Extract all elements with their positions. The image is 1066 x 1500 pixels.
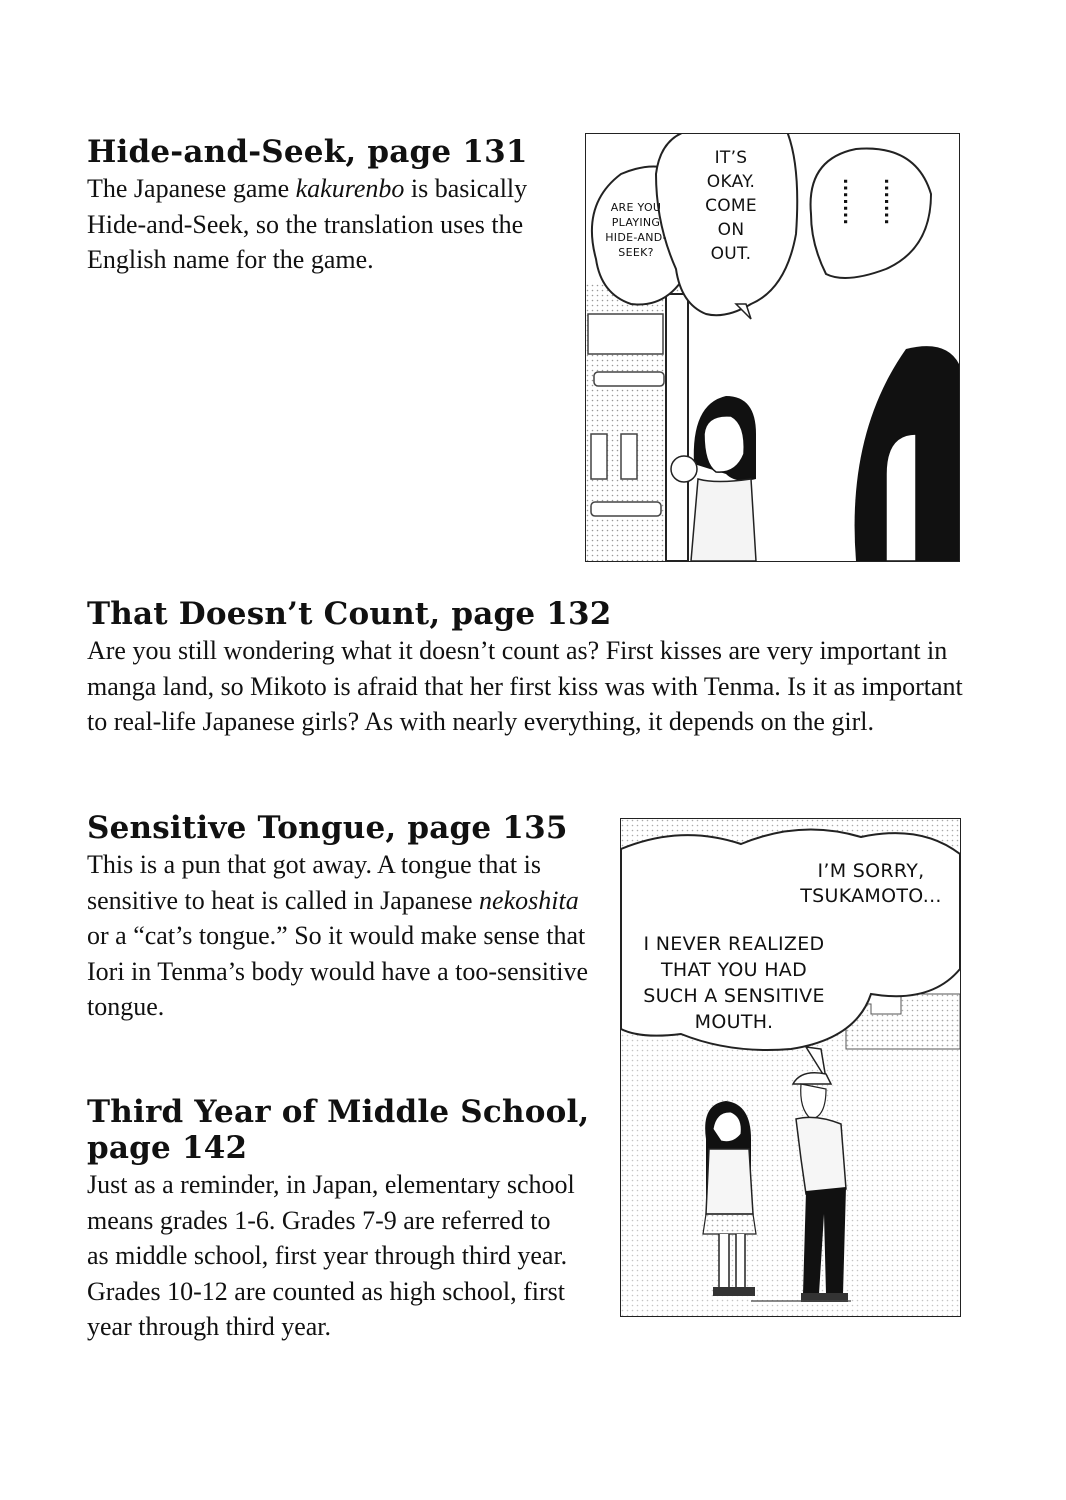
note-text: is basically Hide-and-Seek, so the translation uses the English name for the game. <box>87 174 528 275</box>
bubble-line: I NEVER REALIZED <box>643 933 825 955</box>
shelf-item <box>621 434 637 479</box>
figure-ear <box>886 434 916 561</box>
bubble-realized-text <box>629 931 839 1035</box>
note-italic-term: nekoshita <box>479 885 579 915</box>
shelf-item <box>591 434 607 479</box>
bubble-line: I’M SORRY, <box>817 860 925 882</box>
note-body-sensitive-tongue <box>87 847 597 1025</box>
girl-skirt <box>703 1214 756 1234</box>
bubble-line: ON <box>717 220 745 240</box>
bubble-line: TSUKAMOTO... <box>800 885 942 907</box>
note-title-sensitive-tongue: Sensitive Tongue, page 135 <box>87 810 568 846</box>
note-title-line: Third Year of Middle School, <box>87 1094 590 1130</box>
shelf-boxes <box>588 314 663 354</box>
bubble-line: SUCH A SENSITIVE <box>643 985 825 1007</box>
note-title-hide-and-seek: Hide-and-Seek, page 131 <box>87 134 528 170</box>
bubble-dots-col: ....... <box>838 178 859 226</box>
note-italic-term: kakurenbo <box>295 174 405 203</box>
bubble-line: IT’S <box>714 148 748 168</box>
bubble-line: THAT YOU HAD <box>660 959 808 981</box>
note-title-third-year <box>87 1094 589 1166</box>
note-text: This is a pun that got away. A tongue that is sensitive to heat is called in Japanese <box>87 850 541 915</box>
bubble-dots-col: ....... <box>880 178 901 226</box>
girl-hand <box>671 456 697 482</box>
note-body-hide-and-seek <box>87 171 532 278</box>
bubble-line: HIDE-AND- <box>605 231 667 244</box>
note-title-line: page 142 <box>87 1130 248 1166</box>
girl-body <box>706 1149 753 1214</box>
manga-panel-hide-and-seek <box>585 133 960 562</box>
bubble-line: OUT. <box>710 244 752 264</box>
note-title-that-doesnt-count: That Doesn’t Count, page 132 <box>87 596 612 632</box>
bubble-line: SEEK? <box>618 246 654 259</box>
note-text: or a “cat’s tongue.” So it would make sense that Iori in Tenma’s body would have a too-sensitive tongue. <box>87 921 588 1022</box>
bubble-main-text <box>691 146 771 266</box>
bubble-line: COME <box>705 196 757 216</box>
bubble-line: OKAY. <box>706 172 756 192</box>
bubble-line: PLAYING <box>611 216 661 229</box>
door-frame <box>666 294 688 561</box>
bubble-line: MOUTH. <box>694 1011 774 1033</box>
street-tone <box>621 1019 960 1316</box>
girl-shoe <box>713 1287 735 1296</box>
shelf-item <box>594 372 664 386</box>
girl-shoe <box>733 1287 755 1296</box>
note-body-third-year: Just as a reminder, in Japan, elementary school means grades 1-6. Grades 7-9 are referred to as middle school, first year through third year. Grades 10-12 are counted as high school, first year through third year. <box>87 1170 575 1342</box>
bubble-sorry-text <box>786 859 956 909</box>
note-body-that-doesnt-count: Are you still wondering what it doesn’t count as? First kisses are very important in manga land, so Mikoto is afraid that her first kiss was with Tenma. Is it as important to real-life Japanese girls? As with nearly everything, it depends on the girl. <box>87 636 963 737</box>
shelf-item <box>591 502 661 516</box>
bubble-line: ARE YOU <box>610 201 662 214</box>
bubble-small-text <box>600 200 672 260</box>
girl-body <box>691 479 756 561</box>
bubble-dots-text <box>824 162 914 246</box>
girl-face <box>704 416 744 472</box>
manga-panel-sensitive-tongue <box>620 818 961 1317</box>
note-text: The Japanese game <box>87 174 296 203</box>
